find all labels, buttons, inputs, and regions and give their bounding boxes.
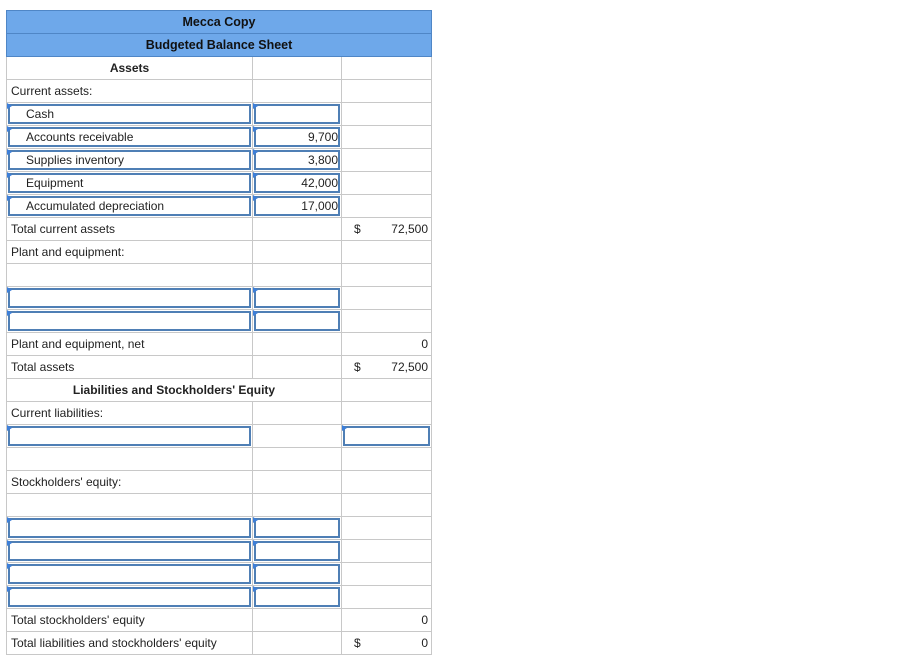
empty-cell [253,57,342,80]
empty-cell [253,356,342,379]
accumulated-depreciation-amount-input[interactable]: 17,000 [253,195,342,218]
empty-cell [342,264,432,287]
equity-amount-input-3[interactable] [253,563,342,586]
liabilities-title-row [6,379,432,402]
empty-cell [342,402,432,425]
empty-cell [342,80,432,103]
cash-amount-input[interactable] [253,103,342,126]
plant-input-row-1 [6,287,432,310]
empty-cell [342,448,432,471]
equity-label-input-1[interactable] [6,517,253,540]
empty-cell [342,379,432,402]
equity-amount-input-2[interactable] [253,540,342,563]
liabilities-title: Liabilities and Stockholders' Equity [6,379,342,402]
total-liabilities-equity-amount: 0 [421,636,428,650]
empty-cell [6,494,253,517]
empty-cell [253,494,342,517]
accounts-receivable-label-input[interactable]: Accounts receivable [6,126,253,149]
spacer-row [6,494,432,517]
liabilities-input-row [6,425,432,448]
total-assets-amount: 72,500 [391,360,428,374]
empty-cell [253,632,342,655]
currency-symbol: $ [354,222,361,236]
equity-amount-input-4[interactable] [253,586,342,609]
plant-equipment-net-row [6,333,432,356]
plant-label-input-1[interactable] [6,287,253,310]
equipment-label-input[interactable]: Equipment [6,172,253,195]
stockholders-equity-label: Stockholders' equity: [6,471,253,494]
empty-cell [253,448,342,471]
assets-title-row [6,57,432,80]
current-assets-label: Current assets: [6,80,253,103]
total-stockholders-equity-row [6,609,432,632]
accounts-receivable-row [6,126,432,149]
empty-cell [253,218,342,241]
empty-cell [342,172,432,195]
empty-cell [342,241,432,264]
empty-cell [342,494,432,517]
empty-cell [6,264,253,287]
empty-cell [253,609,342,632]
equity-input-row-3 [6,563,432,586]
spacer-row [6,448,432,471]
currency-symbol: $ [354,360,361,374]
plant-input-row-2 [6,310,432,333]
equity-input-row-4 [6,586,432,609]
empty-cell [342,563,432,586]
current-liabilities-row [6,402,432,425]
budgeted-balance-sheet [6,10,432,655]
empty-cell [342,149,432,172]
stockholders-equity-row [6,471,432,494]
total-stockholders-equity-label: Total stockholders' equity [6,609,253,632]
company-name: Mecca Copy [6,10,432,33]
plant-amount-input-1[interactable] [253,287,342,310]
liability-label-input[interactable] [6,425,253,448]
equity-input-row-2 [6,540,432,563]
equity-label-input-4[interactable] [6,586,253,609]
total-assets-row [6,356,432,379]
empty-cell [342,517,432,540]
empty-cell [253,80,342,103]
cash-label-input[interactable]: Cash [6,103,253,126]
empty-cell [342,310,432,333]
total-liabilities-equity-value [342,632,432,655]
empty-cell [342,471,432,494]
equity-input-row-1 [6,517,432,540]
empty-cell [342,586,432,609]
accounts-receivable-amount-input[interactable]: 9,700 [253,126,342,149]
total-current-assets-value [342,218,432,241]
empty-cell [342,103,432,126]
currency-symbol: $ [354,636,361,650]
plant-equipment-net-label: Plant and equipment, net [6,333,253,356]
total-stockholders-equity-amount: 0 [342,609,432,632]
empty-cell [342,195,432,218]
empty-cell [253,402,342,425]
empty-cell [253,264,342,287]
plant-equipment-net-amount: 0 [342,333,432,356]
cash-row [6,103,432,126]
empty-cell [6,448,253,471]
accumulated-depreciation-row [6,195,432,218]
total-current-assets-label: Total current assets [6,218,253,241]
empty-cell [342,287,432,310]
empty-cell [342,540,432,563]
total-liabilities-equity-label: Total liabilities and stockholders' equity [6,632,253,655]
total-liabilities-equity-row [6,632,432,655]
equity-label-input-2[interactable] [6,540,253,563]
empty-cell [342,57,432,80]
plant-label-input-2[interactable] [6,310,253,333]
equity-amount-input-1[interactable] [253,517,342,540]
plant-amount-input-2[interactable] [253,310,342,333]
current-assets-row [6,80,432,103]
empty-cell [253,241,342,264]
current-liabilities-label: Current liabilities: [6,402,253,425]
total-assets-value [342,356,432,379]
accumulated-depreciation-label-input[interactable]: Accumulated depreciation [6,195,253,218]
empty-cell [342,126,432,149]
total-current-assets-amount: 72,500 [391,222,428,236]
empty-cell [253,471,342,494]
assets-title: Assets [6,57,253,80]
empty-cell [253,425,342,448]
supplies-inventory-amount-input[interactable]: 3,800 [253,149,342,172]
supplies-inventory-row [6,149,432,172]
supplies-inventory-label-input[interactable]: Supplies inventory [6,149,253,172]
total-assets-label: Total assets [6,356,253,379]
equipment-row [6,172,432,195]
spacer-row [6,264,432,287]
plant-equipment-label: Plant and equipment: [6,241,253,264]
equipment-amount-input[interactable]: 42,000 [253,172,342,195]
statement-title: Budgeted Balance Sheet [6,33,432,57]
liability-amount-input[interactable] [342,425,432,448]
plant-equipment-row [6,241,432,264]
equity-label-input-3[interactable] [6,563,253,586]
empty-cell [253,333,342,356]
total-current-assets-row [6,218,432,241]
